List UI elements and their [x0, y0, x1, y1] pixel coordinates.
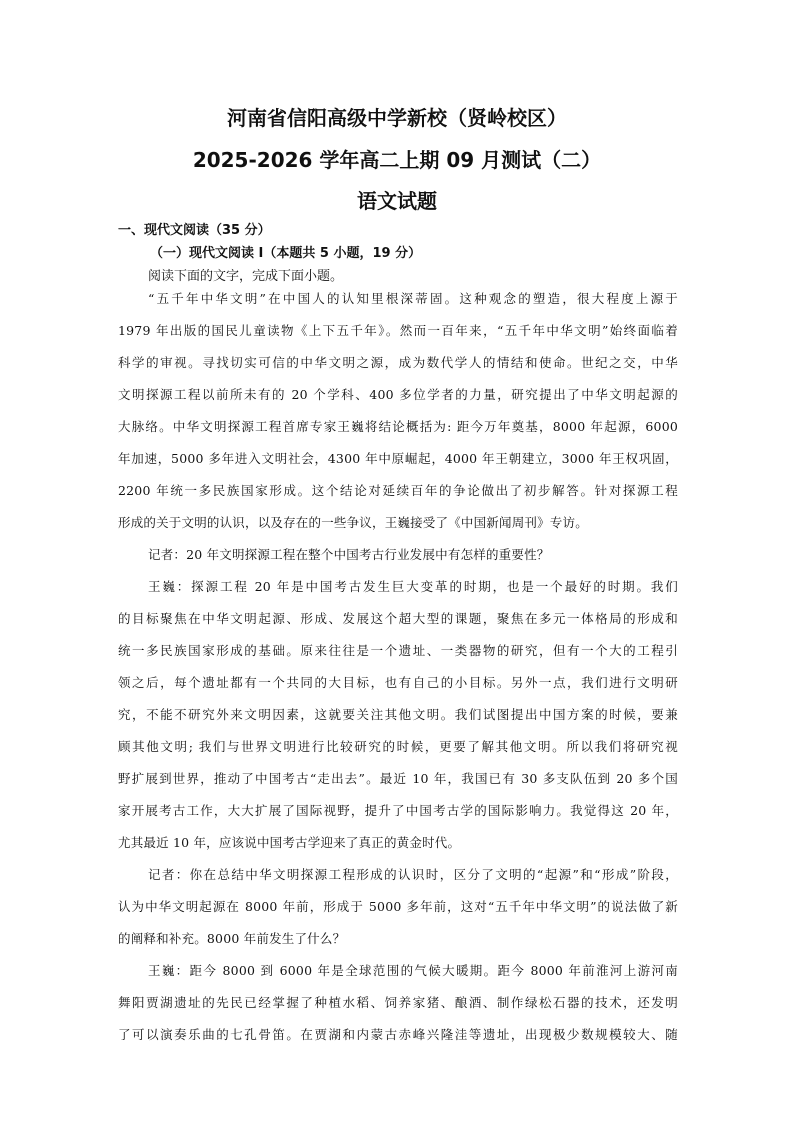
text-line: 野扩展到世界，推动了中国考古“走出去”。最近 10 年，我国已有 30 多支队伍到 20 多个国: [118, 771, 678, 786]
text-line: 文明探源工程以前所未有的 20 个学科、400 多位学者的力量，研究提出了中华文明起源的: [118, 387, 678, 402]
text-line: 的阐释和补充。8000 年前发生了什么？: [118, 931, 346, 946]
school-title: 河南省信阳高级中学新校（贤岭校区）: [227, 106, 567, 130]
text-line: 究，不能不研究外来文明因素，这就要关注其他文明。我们试图提出中国方案的时候，要兼: [118, 707, 678, 722]
text-line: 舞阳贾湖遗址的先民已经掌握了种植水稻、饲养家猪、酿酒、制作绿松石器的技术，还发明: [118, 995, 678, 1010]
text-line: 1979 年出版的国民儿童读物《上下五千年》。然而一百年来，“五千年中华文明”始终面临着: [118, 323, 678, 338]
text-line: 家开展考古工作，大大扩展了国际视野，提升了中国考古学的国际影响力。我觉得这 20 年，: [118, 803, 678, 818]
text-line: 尤其最近 10 年，应该说中国考古学迎来了真正的黄金时代。: [118, 835, 461, 850]
text-line: 科学的审视。寻找切实可信的中华文明之源，成为数代学人的情结和使命。世纪之交，中华: [118, 355, 678, 370]
text-line: 领之后，每个遗址都有一个共同的大目标，也有自己的小目标。另外一点，我们进行文明研: [118, 675, 678, 690]
text-line: 王巍：距今 8000 到 6000 年是全球范围的气候大暖期。距今 8000 年前淮河上游河南: [148, 963, 678, 978]
section-subheading: （一）现代文阅读 I（本题共 5 小题，19 分）: [150, 246, 422, 261]
text-line: 了可以演奏乐曲的七孔骨笛。在贾湖和内蒙古赤峰兴隆洼等遗址，出现极少数规模较大、随: [118, 1027, 678, 1042]
text-line: 2200 年统一多民族国家形成。这个结论对延续百年的争论做出了初步解答。针对探源工程: [118, 483, 678, 498]
exam-title: 2025-2026 学年高二上期 09 月测试（二）: [192, 148, 602, 172]
text-line: 大脉络。中华文明探源工程首席专家王巍将结论概括为: 距今万年奠基，8000 年起源，6000: [118, 419, 678, 434]
text-line: 顾其他文明; 我们与世界文明进行比较研究的时候，更要了解其他文明。所以我们将研究视: [118, 739, 678, 754]
interview-question: 记者：你在总结中华文明探源工程形成的认识时，区分了文明的“起源”和“形成”阶段，: [148, 867, 678, 882]
section-heading: 一、现代文阅读（35 分）: [118, 223, 271, 238]
subject-title: 语文试题: [357, 189, 437, 213]
text-line: 统一多民族国家形成的基础。原来往往是一个遗址、一类器物的研究，但有一个大的工程引: [118, 643, 678, 658]
text-line: 年加速，5000 多年进入文明社会，4300 年中原崛起，4000 年王朝建立，3000 年王权巩固，: [118, 451, 678, 466]
text-line: 形成的关于文明的认识，以及存在的一些争议，王巍接受了《中国新闻周刊》专访。: [118, 515, 588, 530]
text-line: 认为中华文明起源在 8000 年前，形成于 5000 多年前，这对“五千年中华文明”的说法做了新: [118, 899, 678, 914]
interview-question: 记者：20 年文明探源工程在整个中国考古行业发展中有怎样的重要性？: [148, 547, 550, 562]
text-line: “五千年中华文明”在中国人的认知里根深蒂固。这种观念的塑造，很大程度上源于: [148, 291, 678, 306]
text-line: 的目标聚焦在中华文明起源、形成、发展这个超大型的课题，聚焦在多元一体格局的形成和: [118, 611, 678, 626]
text-line: 王巍：探源工程 20 年是中国考古发生巨大变革的时期，也是一个最好的时期。我们: [148, 579, 678, 594]
reading-instruction: 阅读下面的文字，完成下面小题。: [148, 269, 344, 284]
